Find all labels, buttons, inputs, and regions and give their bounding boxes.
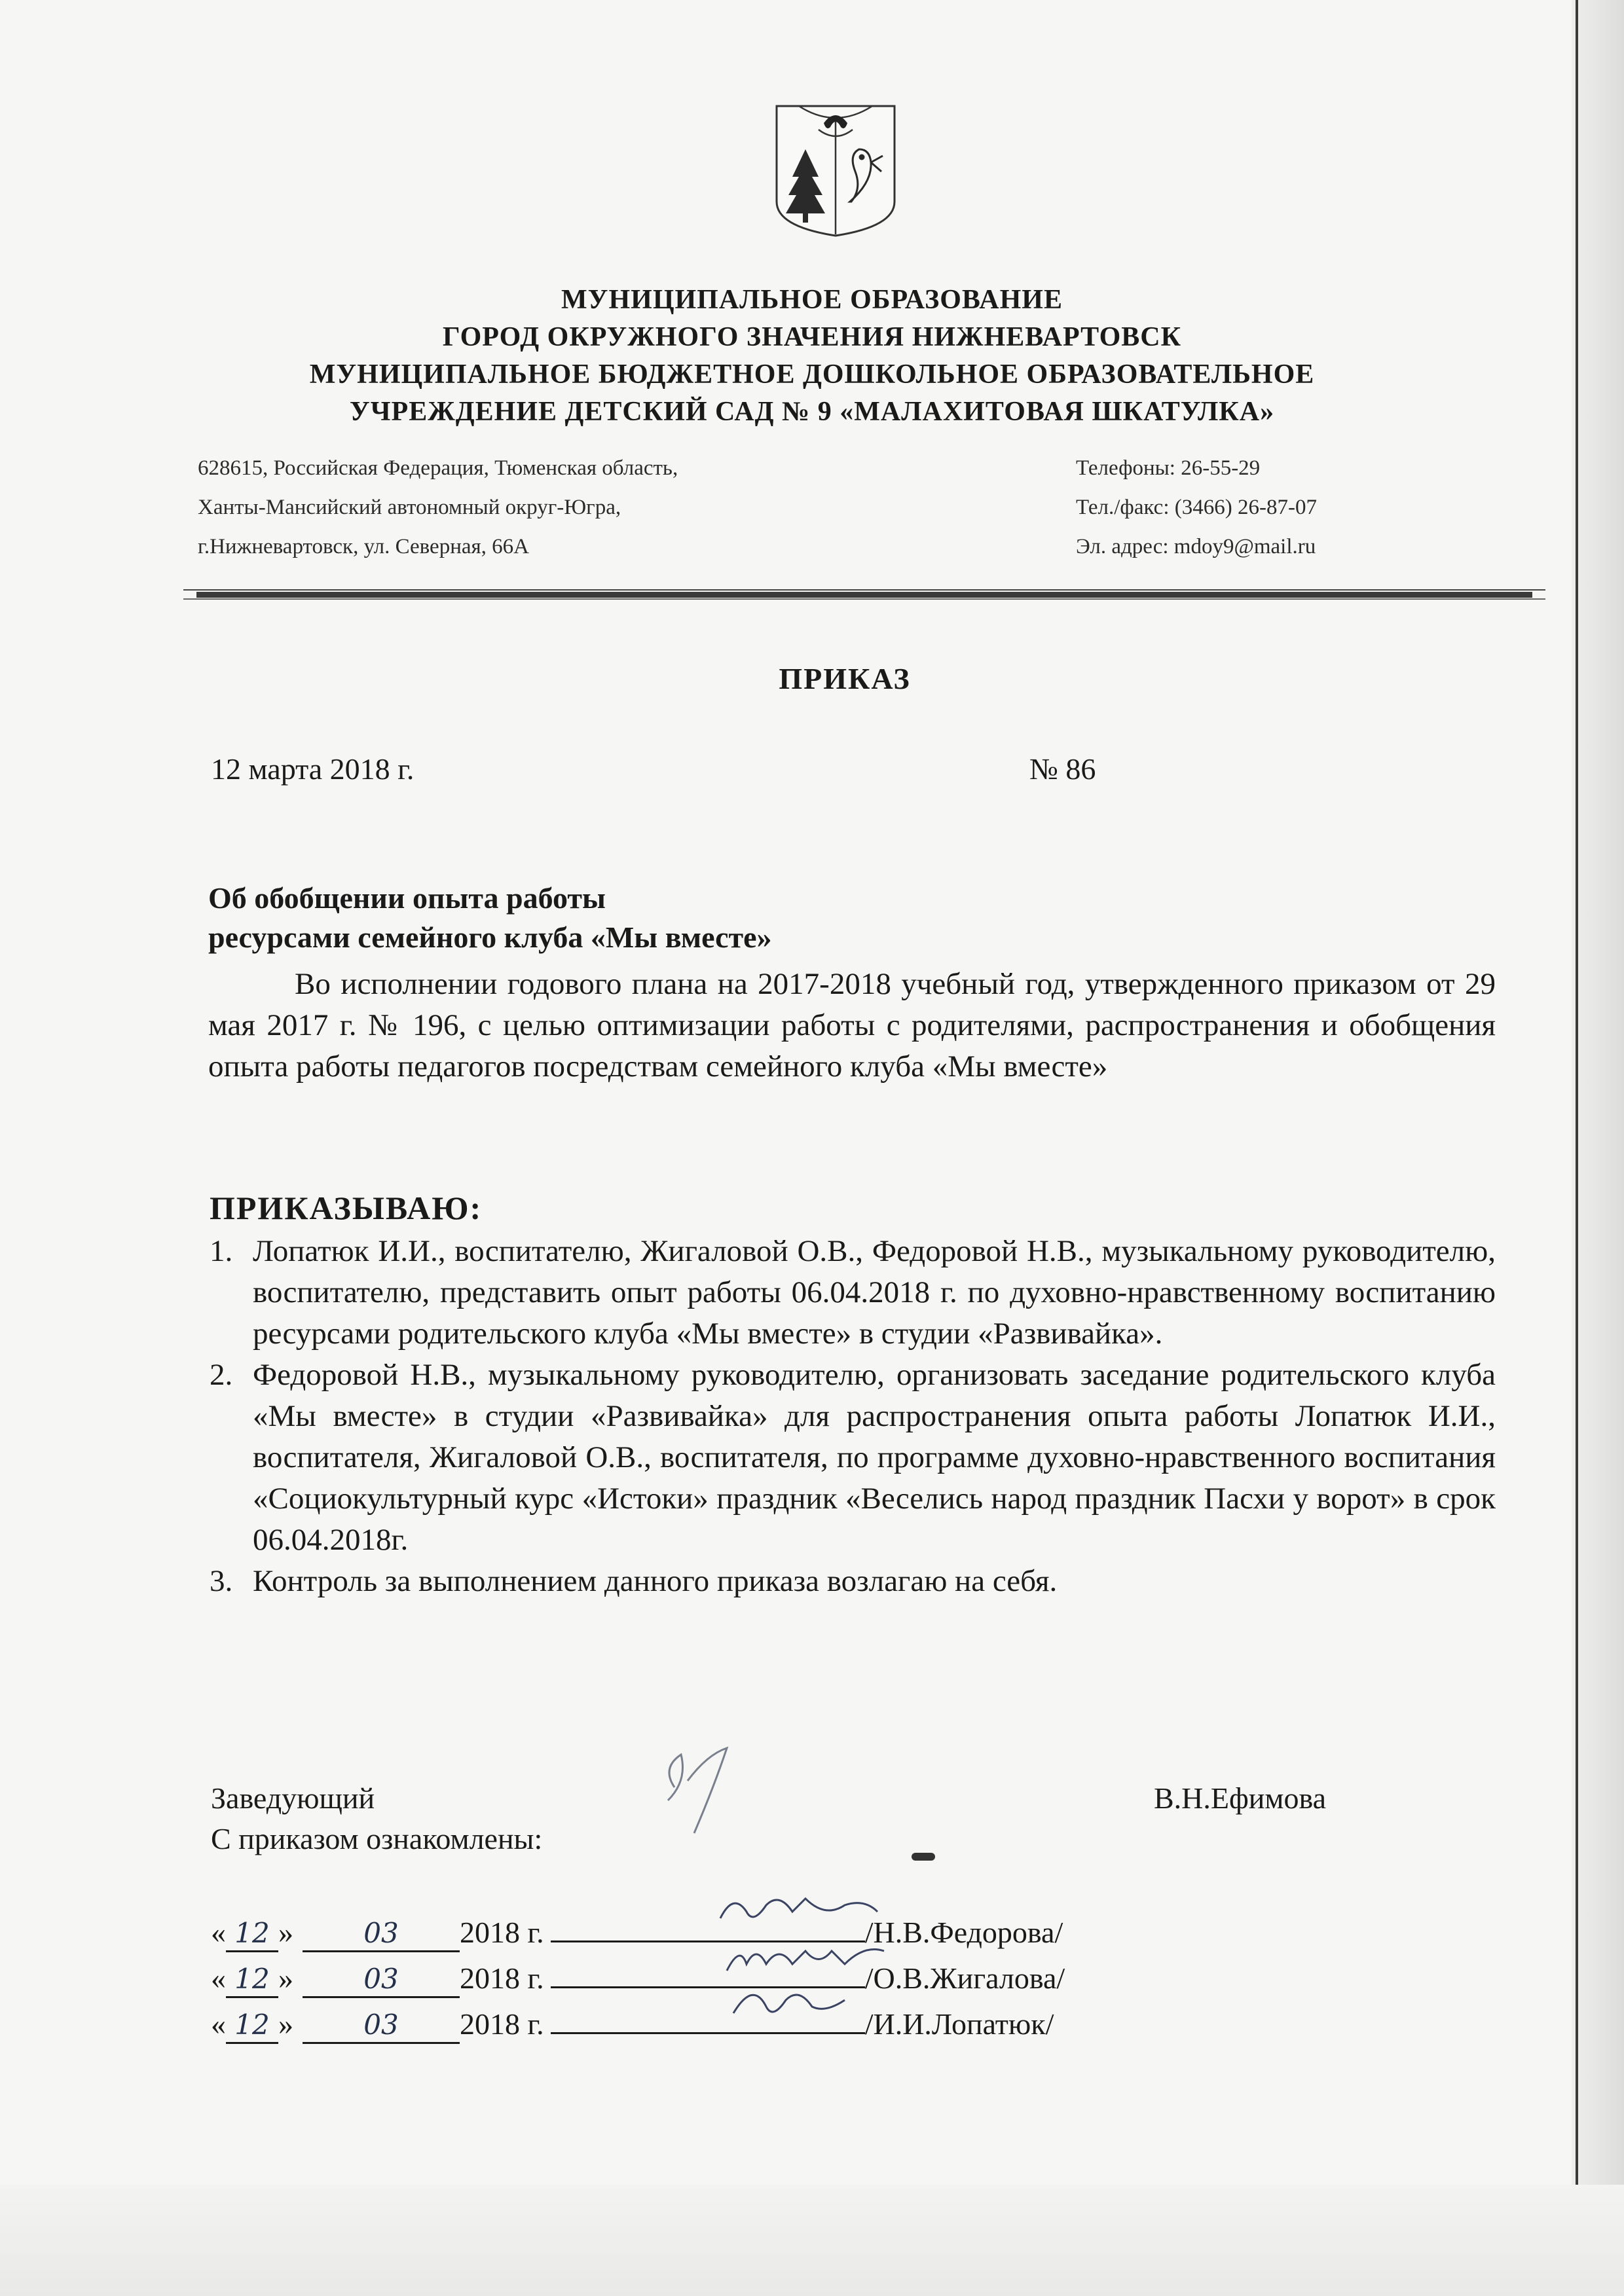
acknowledgement-row: [211, 1906, 1063, 1949]
coat-of-arms-emblem: [773, 103, 898, 238]
signer-name: /О.В.Жигалова/: [864, 1961, 1065, 1995]
order-heading: ПРИКАЗЫВАЮ:: [210, 1190, 483, 1226]
header-line: УЧРЕЖДЕНИЕ ДЕТСКИЙ САД № 9 «МАЛАХИТОВАЯ ШКАТУЛКА»: [349, 397, 1275, 427]
order-item: [210, 1561, 1496, 1602]
preamble-paragraph: Во исполнении годового плана на 2017-2018 учебный год, утвержденного приказом от 29 мая 2017 г. № 196, с целью оптимизации работы с родителями, распространения и обобщения опыта работы педагогов посредствам семейного клуба «Мы вместе»: [208, 967, 1496, 1084]
item-text: Контроль за выполнением данного приказа возлагаю на себя.: [253, 1564, 1058, 1598]
signer-name: /Н.В.Федорова/: [864, 1916, 1063, 1949]
handwritten-day: 12: [226, 1916, 278, 1952]
item-number: 3.: [210, 1564, 233, 1598]
document-subject: [208, 879, 1256, 957]
item-text: Лопатюк И.И., воспитателю, Жигаловой О.В., Федоровой Н.В., музыкальному руководителю, воспитателю, представить опыт работы 06.04.2018 г. по духовно-нравственному воспитанию ресурсами родительского клуба «Мы вместе» в студии «Развивайка».: [253, 1234, 1496, 1351]
quote-open: «: [211, 1916, 226, 1949]
year-text: 2018 г.: [460, 2007, 544, 2041]
year-text: 2018 г.: [460, 1961, 544, 1995]
quote-close: »: [278, 2007, 293, 2041]
acknowledgement-row: [211, 1952, 1065, 1995]
fax-line: Тел./факс: (3466) 26-87-07: [1076, 496, 1317, 519]
handwritten-month: 03: [303, 2008, 460, 2044]
order-items-list: [210, 1231, 1496, 1602]
scan-bottom-shade: [0, 2185, 1624, 2296]
scan-edge-line: [1576, 0, 1578, 2296]
address-line: Ханты-Мансийский автономный округ-Югра,: [198, 496, 621, 519]
fedorova-signature: [714, 1886, 884, 1938]
year-text: 2018 г.: [460, 1916, 544, 1949]
header-line: ГОРОД ОКРУЖНОГО ЗНАЧЕНИЯ НИЖНЕВАРТОВСК: [442, 322, 1182, 352]
order-item: [210, 1231, 1496, 1355]
handwritten-month: 03: [303, 1962, 460, 1998]
ink-mark: [912, 1853, 935, 1861]
address-line: г.Нижневартовск, ул. Северная, 66А: [198, 535, 530, 558]
lopatyuk-signature: [727, 1974, 858, 2026]
document-title: ПРИКАЗ: [779, 662, 911, 695]
order-item: [210, 1355, 1496, 1561]
item-text: Федоровой Н.В., музыкальному руководителю, организовать заседание родительского клуба «Мы вместе» в студии «Развивайка» для распространения опыта работы Лопатюк И.И., воспитателя, Жигаловой О.В., воспитателя, по программе духовно-нравственного воспитания «Социокультурный курс «Истоки» праздник «Веселись народ праздник Пасхи у ворот» в срок 06.04.2018г.: [253, 1358, 1496, 1557]
contact-details: [1076, 448, 1317, 566]
acknowledgement-label: С приказом ознакомлены:: [211, 1822, 543, 1855]
subject-line: ресурсами семейного клуба «Мы вместе»: [208, 920, 772, 954]
head-signature: [648, 1741, 753, 1846]
document-number: № 86: [1029, 752, 1096, 786]
head-name: В.Н.Ефимова: [1154, 1781, 1327, 1815]
quote-open: «: [211, 2007, 226, 2041]
quote-close: »: [278, 1916, 293, 1949]
postal-address: [198, 448, 678, 566]
scan-page-edge: [1572, 0, 1624, 2296]
item-number: 2.: [210, 1358, 233, 1392]
header-line: МУНИЦИПАЛЬНОЕ БЮДЖЕТНОЕ ДОШКОЛЬНОЕ ОБРАЗОВАТЕЛЬНОЕ: [309, 359, 1315, 390]
subject-line: Об обобщении опыта работы: [208, 881, 606, 915]
handwritten-month: 03: [303, 1916, 460, 1952]
document-date: 12 марта 2018 г.: [211, 752, 415, 786]
header-line: МУНИЦИПАЛЬНОЕ ОБРАЗОВАНИЕ: [561, 285, 1063, 315]
institution-header: [92, 282, 1532, 431]
phone-line: Телефоны: 26-55-29: [1076, 456, 1261, 480]
handwritten-day: 12: [226, 2008, 278, 2044]
acknowledgement-row: [211, 1998, 1054, 2041]
quote-open: «: [211, 1961, 226, 1995]
head-position-label: Заведующий: [211, 1781, 375, 1815]
item-number: 1.: [210, 1234, 233, 1268]
signer-name: /И.И.Лопатюк/: [864, 2007, 1054, 2041]
quote-close: »: [278, 1961, 293, 1995]
address-line: 628615, Российская Федерация, Тюменская область,: [198, 456, 678, 480]
email-line: Эл. адрес: mdoy9@mail.ru: [1076, 535, 1316, 558]
handwritten-day: 12: [226, 1962, 278, 1998]
header-divider: [183, 589, 1545, 600]
